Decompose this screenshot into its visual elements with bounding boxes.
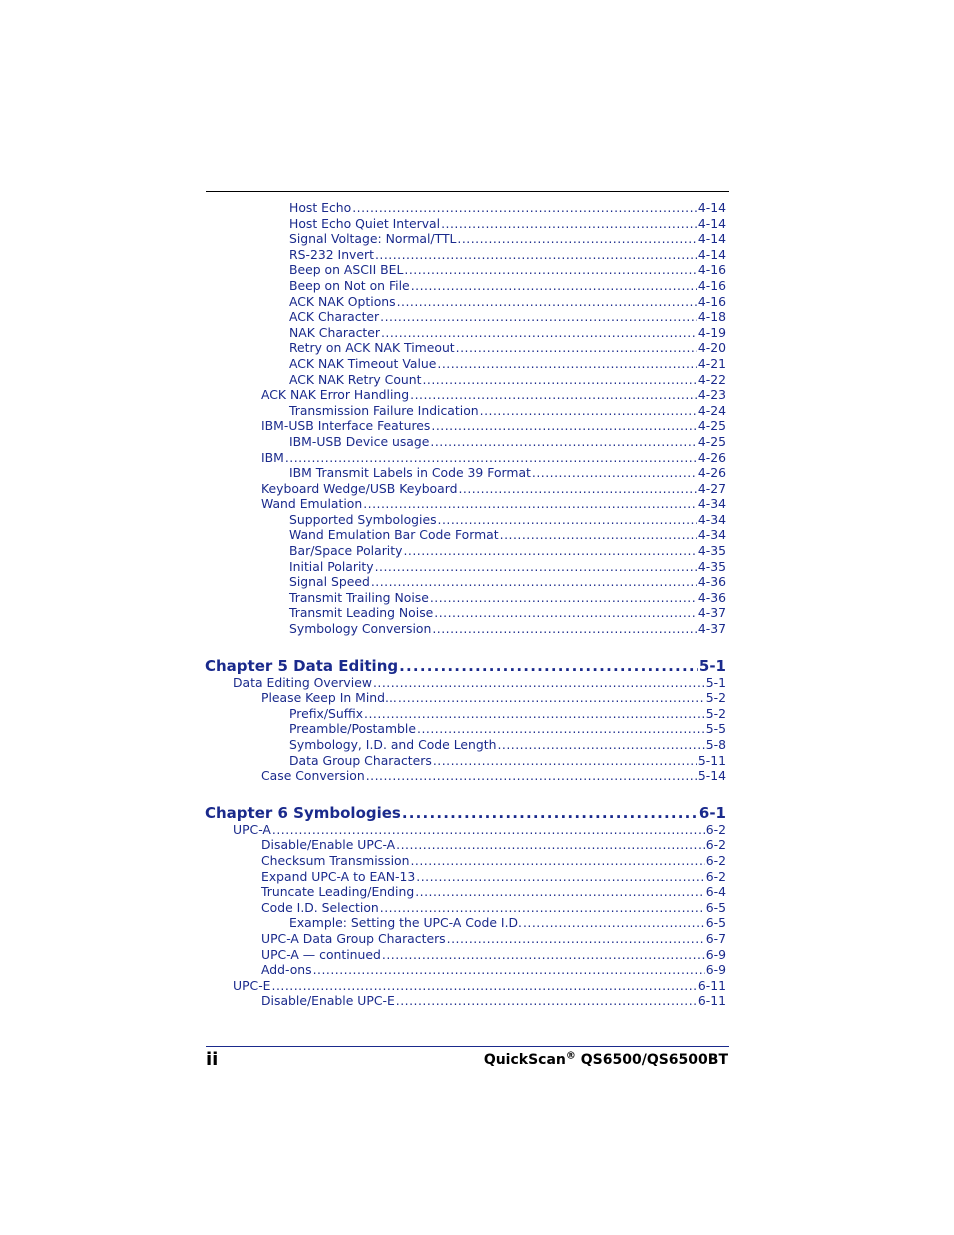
dot-leader bbox=[382, 947, 705, 963]
toc-entry-title: UPC-A — continued bbox=[261, 946, 381, 962]
footer-rule bbox=[206, 1046, 729, 1047]
dot-leader bbox=[375, 247, 697, 263]
dot-leader bbox=[500, 527, 697, 543]
dot-leader bbox=[431, 418, 696, 434]
toc-entry-page: 4-16 bbox=[697, 277, 726, 293]
toc-entry-title: IBM bbox=[261, 449, 284, 465]
dot-leader bbox=[313, 962, 705, 978]
toc-entry[interactable] bbox=[205, 915, 726, 931]
toc-entry[interactable] bbox=[205, 247, 726, 263]
toc-entry-title: Beep on ASCII BEL bbox=[289, 262, 404, 278]
toc-entry-page: 4-16 bbox=[697, 262, 726, 278]
toc-entry-title: Bar/Space Polarity bbox=[289, 543, 403, 559]
dot-leader bbox=[432, 621, 697, 637]
toc-entry-page: 4-34 bbox=[697, 527, 726, 543]
toc-entry-title: Transmit Trailing Noise bbox=[289, 589, 429, 605]
toc-entry-title: Add-ons bbox=[261, 962, 312, 978]
toc-entry[interactable] bbox=[205, 340, 726, 356]
toc-entry[interactable] bbox=[205, 450, 726, 466]
dot-leader bbox=[523, 915, 705, 931]
toc-entry-title: Checksum Transmission bbox=[261, 852, 410, 868]
dot-leader bbox=[381, 325, 697, 341]
toc-entry[interactable] bbox=[205, 465, 726, 481]
toc-entry-page: 6-2 bbox=[705, 821, 726, 837]
dot-leader bbox=[441, 216, 697, 232]
toc-entry-title: Please Keep In Mind... bbox=[261, 690, 397, 706]
toc-entry-title: Wand Emulation bbox=[261, 496, 363, 512]
toc-chapter-entry[interactable] bbox=[205, 657, 726, 675]
toc-entry[interactable] bbox=[205, 768, 726, 784]
toc-entry[interactable] bbox=[205, 931, 726, 947]
toc-entry[interactable] bbox=[205, 403, 726, 419]
dot-leader bbox=[396, 837, 705, 853]
toc-entry-page: 4-34 bbox=[697, 496, 726, 512]
toc-entry-title: ACK Character bbox=[289, 309, 380, 325]
toc-entry-page: 5-5 bbox=[705, 721, 726, 737]
registered-mark: ® bbox=[565, 1050, 576, 1062]
toc-entry-title: Symbology Conversion bbox=[289, 621, 432, 637]
toc-entry-title: ACK NAK Options bbox=[289, 293, 396, 309]
header-rule bbox=[206, 191, 729, 192]
toc-entry-page: 4-19 bbox=[697, 324, 726, 340]
dot-leader bbox=[380, 900, 705, 916]
toc-entry-title: Signal Voltage: Normal/TTL bbox=[289, 231, 457, 247]
toc-entry-page: 4-35 bbox=[697, 543, 726, 559]
toc-entry-page: 5-8 bbox=[705, 737, 726, 752]
toc-entry[interactable] bbox=[205, 559, 726, 575]
toc-entry-page: 6-2 bbox=[705, 852, 726, 868]
toc-entry[interactable] bbox=[205, 262, 726, 278]
toc-entry-title: UPC-A bbox=[233, 821, 271, 837]
dot-leader bbox=[373, 675, 705, 691]
toc-entry-title: Host Echo bbox=[289, 200, 352, 215]
dot-leader bbox=[457, 231, 696, 247]
toc-entry[interactable] bbox=[205, 309, 726, 325]
toc-entry-page: 6-5 bbox=[705, 899, 726, 915]
toc-entry-page: 6-11 bbox=[697, 993, 726, 1009]
toc-entry[interactable] bbox=[205, 434, 726, 450]
toc-entry-title: Keyboard Wedge/USB Keyboard bbox=[261, 480, 458, 496]
dot-leader bbox=[375, 559, 697, 575]
dot-leader bbox=[410, 387, 697, 403]
toc-entry[interactable] bbox=[205, 605, 726, 621]
toc-entry[interactable] bbox=[205, 884, 726, 900]
dot-leader bbox=[411, 278, 697, 294]
toc-entry-title: Example: Setting the UPC-A Code I.D. bbox=[289, 915, 522, 931]
toc-entry-title: IBM-USB Interface Features bbox=[261, 418, 431, 434]
dot-leader bbox=[532, 465, 697, 481]
dot-leader bbox=[404, 262, 696, 278]
dot-leader bbox=[402, 804, 698, 822]
toc-entry[interactable] bbox=[205, 993, 726, 1009]
dot-leader bbox=[371, 574, 697, 590]
toc-entry[interactable] bbox=[205, 737, 726, 753]
product-model: QS6500/QS6500BT bbox=[575, 1052, 728, 1068]
toc-entry-page: 4-18 bbox=[697, 309, 726, 325]
toc-entry-title: Code I.D. Selection bbox=[261, 899, 379, 915]
dot-leader bbox=[352, 200, 697, 216]
toc-entry-page: 6-11 bbox=[697, 977, 726, 993]
dot-leader bbox=[363, 496, 697, 512]
toc-entry[interactable] bbox=[205, 496, 726, 512]
toc-entry[interactable] bbox=[205, 837, 726, 853]
toc-entry[interactable] bbox=[205, 962, 726, 978]
dot-leader bbox=[456, 340, 697, 356]
toc-entry[interactable] bbox=[205, 216, 726, 232]
toc-entry[interactable] bbox=[205, 527, 726, 543]
toc-entry-title: Chapter 5 Data Editing bbox=[205, 656, 399, 675]
toc-entry-page: 5-2 bbox=[705, 705, 726, 721]
toc-entry-title: Retry on ACK NAK Timeout bbox=[289, 340, 455, 356]
toc-entry-page: 5-14 bbox=[697, 768, 726, 784]
toc-entry-title: Transmit Leading Noise bbox=[289, 605, 434, 621]
dot-leader bbox=[416, 869, 704, 885]
dot-leader bbox=[480, 403, 697, 419]
toc-entry[interactable] bbox=[205, 543, 726, 559]
toc-entry-page: 4-25 bbox=[697, 433, 726, 449]
toc-entry-title: ACK NAK Timeout Value bbox=[289, 355, 437, 371]
toc-entry-title: Symbology, I.D. and Code Length bbox=[289, 737, 497, 752]
toc-entry[interactable] bbox=[205, 278, 726, 294]
toc-entry-page: 6-1 bbox=[698, 803, 726, 822]
toc-entry-page: 6-5 bbox=[705, 915, 726, 931]
dot-leader bbox=[364, 706, 705, 722]
toc-entry-page: 4-21 bbox=[697, 355, 726, 371]
toc-entry-page: 5-1 bbox=[705, 674, 726, 690]
dot-leader bbox=[272, 822, 705, 838]
toc-entry[interactable] bbox=[205, 356, 726, 372]
toc-entry-page: 4-36 bbox=[697, 589, 726, 605]
toc-entry[interactable] bbox=[205, 978, 726, 994]
toc-entry-title: Signal Speed bbox=[289, 574, 370, 590]
toc-entry-page: 4-23 bbox=[697, 387, 726, 403]
dot-leader bbox=[447, 931, 705, 947]
toc-entry-title: Data Editing Overview bbox=[233, 674, 372, 690]
dot-leader bbox=[438, 512, 697, 528]
toc-entry[interactable] bbox=[205, 294, 726, 310]
toc-entry-title: IBM-USB Device usage bbox=[289, 433, 430, 449]
toc-entry-page: 5-1 bbox=[698, 656, 726, 675]
toc-entry[interactable] bbox=[205, 325, 726, 341]
toc-entry-page: 4-14 bbox=[697, 246, 726, 262]
toc-entry[interactable] bbox=[205, 512, 726, 528]
toc-entry-title: Data Group Characters bbox=[289, 752, 432, 768]
toc-entry-page: 4-14 bbox=[697, 215, 726, 231]
product-name: QuickScan bbox=[483, 1052, 566, 1068]
toc-entry-page: 4-26 bbox=[697, 449, 726, 465]
toc-entry-page: 6-2 bbox=[705, 837, 726, 853]
toc-entry[interactable] bbox=[205, 690, 726, 706]
toc-entry[interactable] bbox=[205, 200, 726, 216]
toc-entry-title: Truncate Leading/Ending bbox=[261, 884, 415, 900]
dot-leader bbox=[410, 853, 704, 869]
table-of-contents bbox=[205, 200, 726, 1009]
toc-entry-title: Preamble/Postamble bbox=[289, 721, 416, 737]
toc-entry[interactable] bbox=[205, 853, 726, 869]
toc-entry-title: Expand UPC-A to EAN-13 bbox=[261, 868, 416, 884]
toc-entry[interactable] bbox=[205, 481, 726, 497]
toc-entry-title: Wand Emulation Bar Code Format bbox=[289, 527, 499, 543]
toc-entry-page: 4-34 bbox=[697, 511, 726, 527]
toc-entry-title: NAK Character bbox=[289, 324, 380, 340]
toc-entry-page: 6-7 bbox=[705, 930, 726, 946]
toc-entry[interactable] bbox=[205, 387, 726, 403]
toc-entry[interactable] bbox=[205, 621, 726, 637]
toc-entry-page: 4-25 bbox=[697, 418, 726, 434]
toc-entry[interactable] bbox=[205, 900, 726, 916]
dot-leader bbox=[398, 690, 705, 706]
toc-entry-page: 4-35 bbox=[697, 558, 726, 574]
toc-entry-title: Supported Symbologies bbox=[289, 511, 437, 527]
dot-leader bbox=[397, 294, 697, 310]
toc-entry-title: IBM Transmit Labels in Code 39 Format bbox=[289, 465, 531, 481]
dot-leader bbox=[497, 737, 704, 753]
toc-entry-page: 4-27 bbox=[697, 480, 726, 496]
dot-leader bbox=[458, 481, 696, 497]
toc-entry[interactable] bbox=[205, 947, 726, 963]
toc-entry-page: 5-11 bbox=[697, 752, 726, 768]
dot-leader bbox=[430, 434, 696, 450]
toc-entry-title: Disable/Enable UPC-A bbox=[261, 837, 396, 853]
toc-entry-title: Beep on Not on File bbox=[289, 277, 410, 293]
dot-leader bbox=[417, 721, 705, 737]
toc-entry-title: Host Echo Quiet Interval bbox=[289, 215, 441, 231]
dot-leader bbox=[434, 605, 697, 621]
dot-leader bbox=[430, 590, 697, 606]
footer-product-title bbox=[484, 1050, 728, 1070]
dot-leader bbox=[403, 543, 696, 559]
dot-leader bbox=[380, 309, 697, 325]
toc-entry[interactable] bbox=[205, 706, 726, 722]
toc-entry[interactable] bbox=[205, 675, 726, 691]
toc-chapter-entry[interactable] bbox=[205, 804, 726, 822]
toc-entry-page: 6-2 bbox=[705, 868, 726, 884]
dot-leader bbox=[366, 768, 697, 784]
toc-entry[interactable] bbox=[205, 822, 726, 838]
toc-entry-page: 6-9 bbox=[705, 946, 726, 962]
toc-entry-page: 4-14 bbox=[697, 200, 726, 215]
toc-entry-page: 6-9 bbox=[705, 962, 726, 978]
toc-entry-title: RS-232 Invert bbox=[289, 246, 374, 262]
toc-entry-page: 6-4 bbox=[705, 884, 726, 900]
toc-entry-page: 4-37 bbox=[697, 621, 726, 637]
dot-leader bbox=[437, 356, 697, 372]
toc-entry-title: ACK NAK Error Handling bbox=[261, 387, 410, 403]
toc-entry-title: Disable/Enable UPC-E bbox=[261, 993, 395, 1009]
toc-entry[interactable] bbox=[205, 721, 726, 737]
toc-entry-page: 4-14 bbox=[697, 231, 726, 247]
toc-entry[interactable] bbox=[205, 418, 726, 434]
toc-entry-title: Transmission Failure Indication bbox=[289, 402, 479, 418]
toc-entry-title: UPC-A Data Group Characters bbox=[261, 930, 446, 946]
toc-entry-title: Initial Polarity bbox=[289, 558, 374, 574]
toc-entry-page: 4-36 bbox=[697, 574, 726, 590]
toc-entry[interactable] bbox=[205, 372, 726, 388]
toc-entry-title: UPC-E bbox=[233, 977, 271, 993]
toc-entry[interactable] bbox=[205, 590, 726, 606]
dot-leader bbox=[285, 450, 697, 466]
toc-entry-title: Prefix/Suffix bbox=[289, 705, 364, 721]
toc-entry-title: Chapter 6 Symbologies bbox=[205, 803, 401, 822]
dot-leader bbox=[433, 753, 697, 769]
toc-entry-title: Case Conversion bbox=[261, 768, 365, 784]
toc-entry[interactable] bbox=[205, 869, 726, 885]
dot-leader bbox=[415, 884, 705, 900]
toc-entry-page: 4-22 bbox=[697, 371, 726, 387]
dot-leader bbox=[272, 978, 697, 994]
page-number: ii bbox=[206, 1049, 219, 1070]
dot-leader bbox=[399, 657, 698, 675]
toc-entry-title: ACK NAK Retry Count bbox=[289, 371, 422, 387]
toc-entry-page: 4-16 bbox=[697, 293, 726, 309]
toc-entry[interactable] bbox=[205, 231, 726, 247]
toc-entry[interactable] bbox=[205, 574, 726, 590]
toc-entry-page: 4-24 bbox=[697, 402, 726, 418]
dot-leader bbox=[422, 372, 696, 388]
toc-entry-page: 4-20 bbox=[697, 340, 726, 356]
toc-entry[interactable] bbox=[205, 753, 726, 769]
toc-entry-page: 4-26 bbox=[697, 465, 726, 481]
dot-leader bbox=[396, 993, 697, 1009]
toc-entry-page: 5-2 bbox=[705, 690, 726, 706]
toc-entry-page: 4-37 bbox=[697, 605, 726, 621]
